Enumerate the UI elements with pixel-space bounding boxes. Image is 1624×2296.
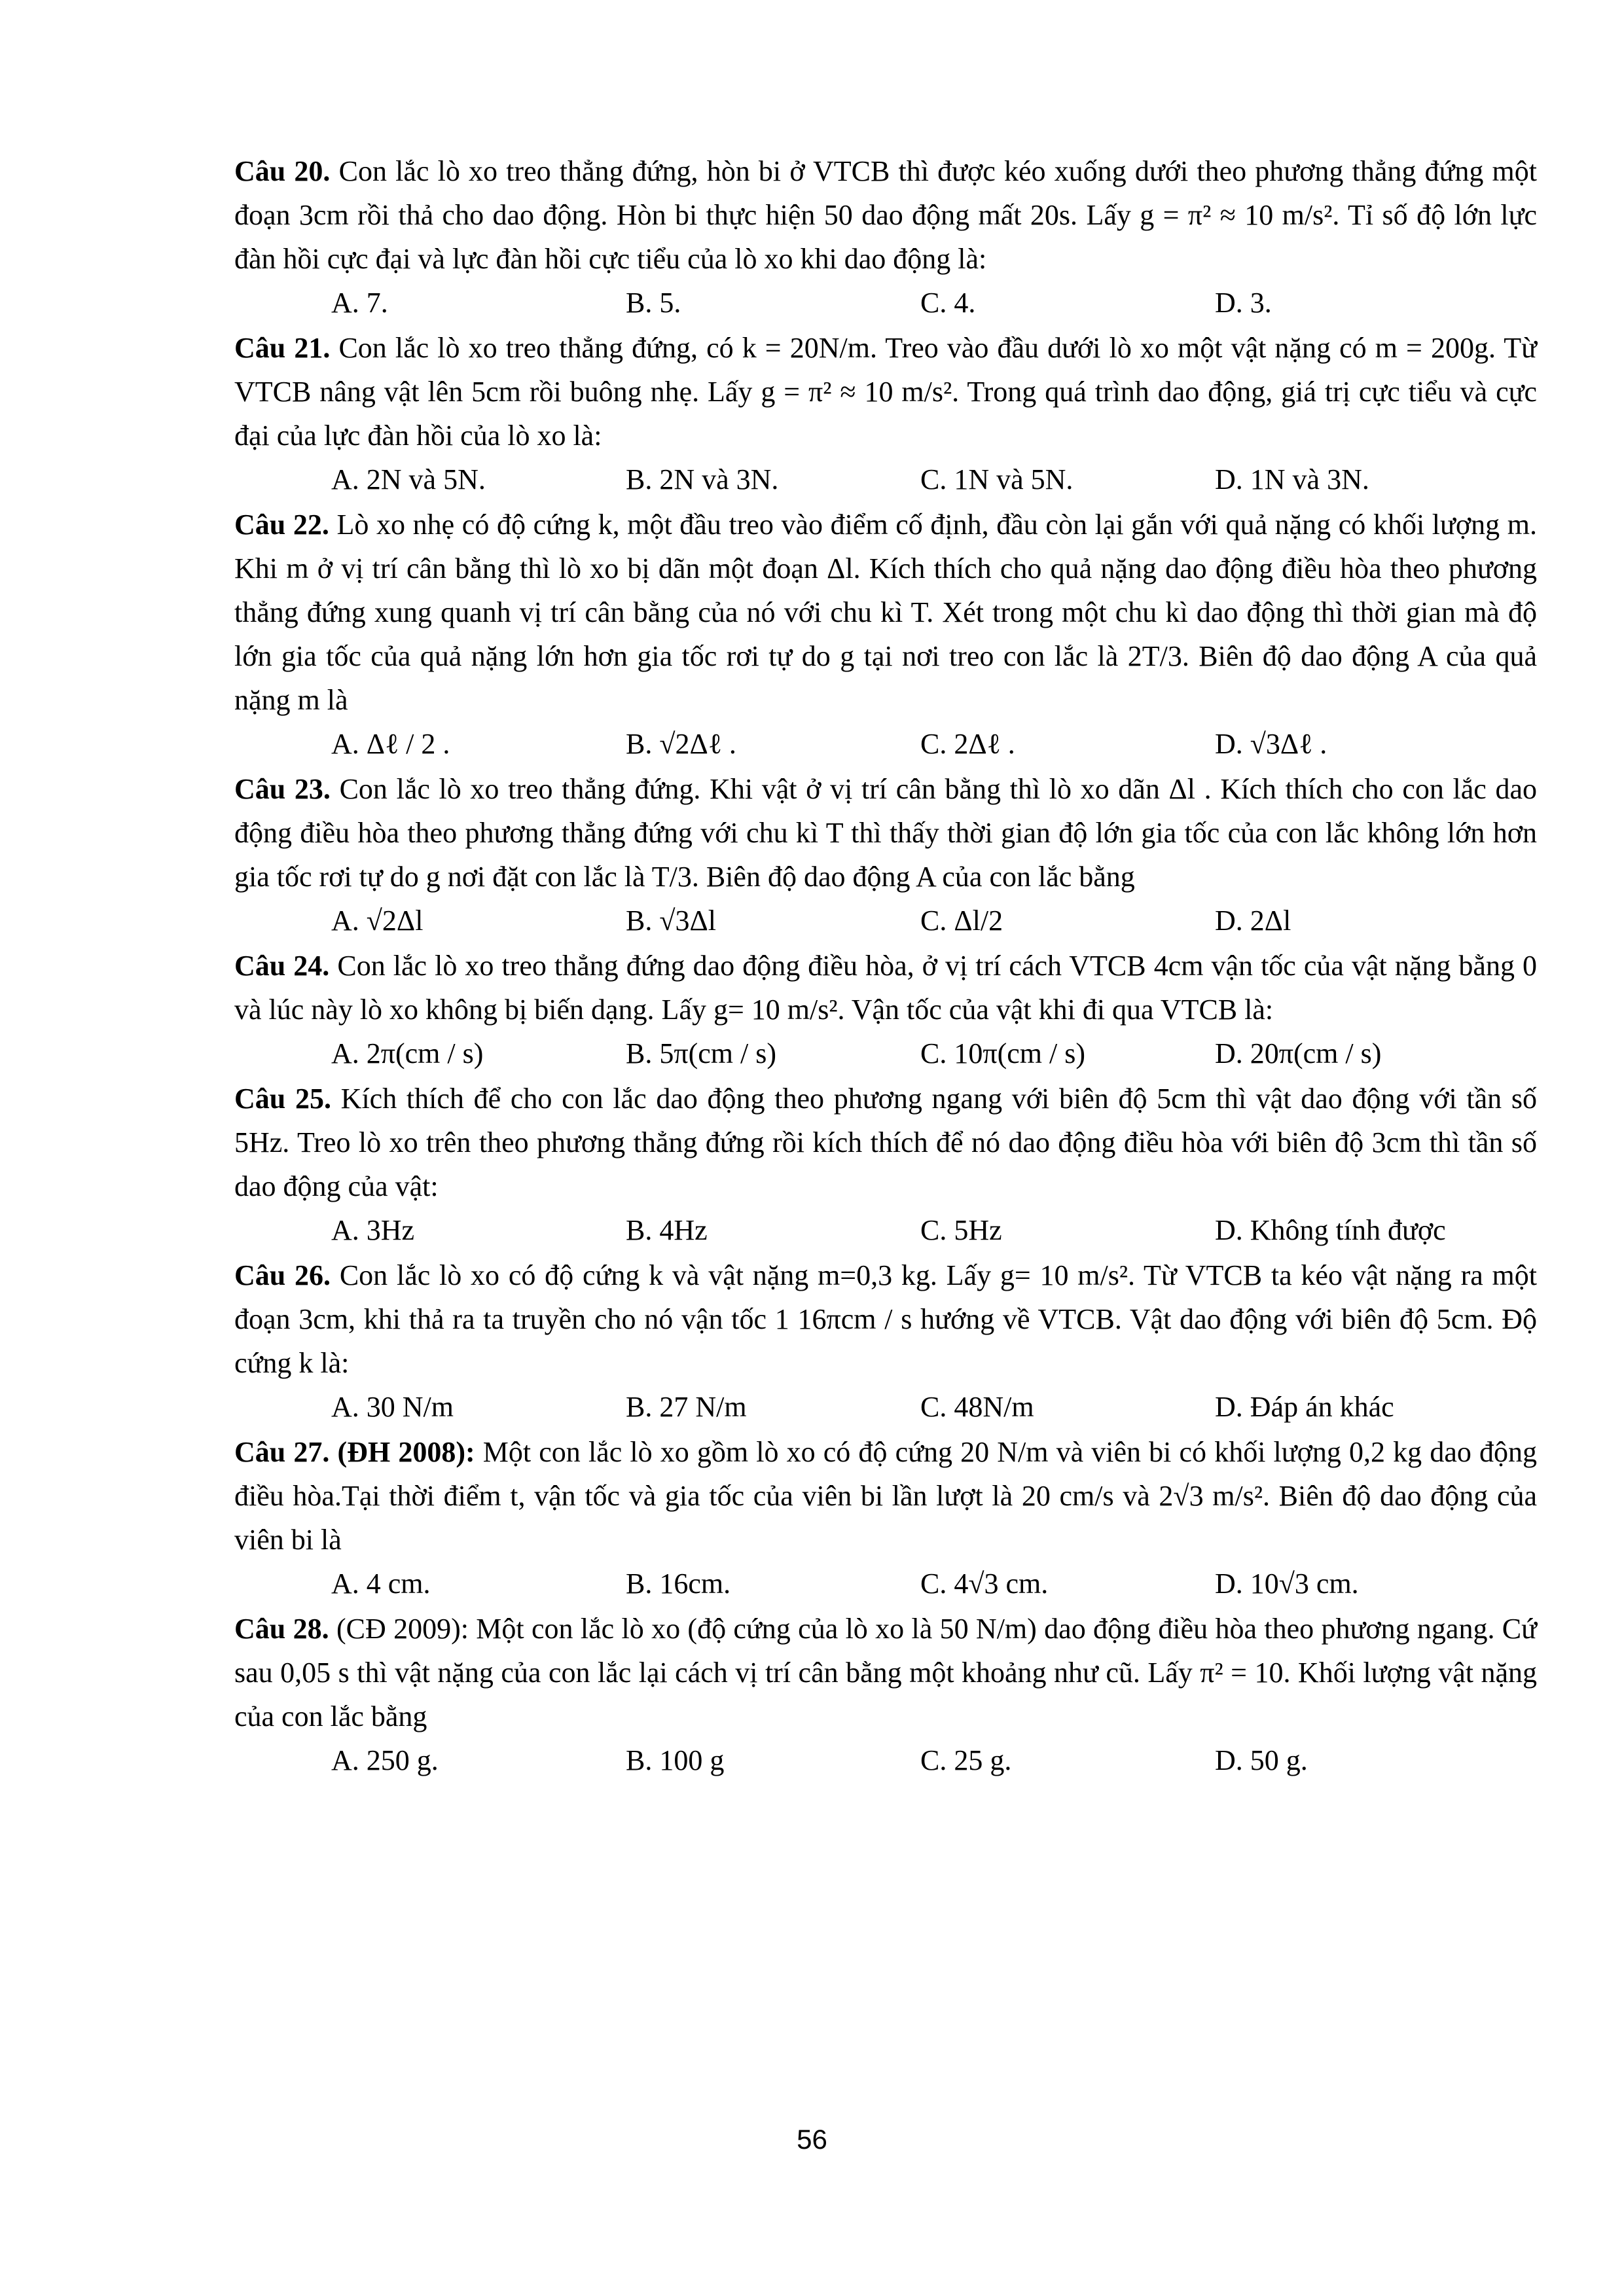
question-text: Kích thích để cho con lắc dao động theo phương ngang với biên độ 5cm thì vật dao động với tần số 5Hz. Treo lò xo trên theo phương thẳng đứng rồi kích thích để nó dao động điều hòa với biên độ 3cm thì tần số dao động của vật: bbox=[234, 1083, 1537, 1202]
question-26 bbox=[234, 1253, 1537, 1429]
option-a: A. 30 N/m bbox=[331, 1391, 454, 1423]
question-22 bbox=[234, 503, 1537, 766]
answer-options bbox=[234, 457, 1537, 501]
option-a: A. 2N và 5N. bbox=[331, 463, 486, 495]
option-d: D. Không tính được bbox=[1215, 1214, 1446, 1246]
option-d: D. 1N và 3N. bbox=[1215, 463, 1369, 495]
option-c: C. 4. bbox=[920, 287, 976, 319]
option-d: D. √3Δℓ . bbox=[1215, 728, 1327, 760]
question-23 bbox=[234, 767, 1537, 942]
question-text: Con lắc lò xo treo thẳng đứng dao động điều hòa, ở vị trí cách VTCB 4cm vận tốc của vật nặng bằng 0 và lúc này lò xo không bị biến dạng. Lấy g= 10 m/s². Vận tốc của vật khi đi qua VTCB là: bbox=[234, 950, 1537, 1026]
question-20 bbox=[234, 149, 1537, 325]
answer-options bbox=[234, 281, 1537, 325]
question-text: Con lắc lò xo treo thẳng đứng. Khi vật ở vị trí cân bằng thì lò xo dãn Δl . Kích thích cho con lắc dao động điều hòa theo phương thẳng đứng với chu kì T thì thấy thời gian độ lớn gia tốc của con lắc không lớn hơn gia tốc rơi tự do g nơi đặt con lắc là T/3. Biên độ dao động A của con lắc bằng bbox=[234, 773, 1538, 893]
option-c: C. 10π(cm / s) bbox=[920, 1037, 1085, 1069]
question-label: Câu 20. bbox=[234, 155, 331, 187]
question-stem bbox=[234, 503, 1537, 722]
page-number: 56 bbox=[797, 2124, 827, 2155]
option-b: B. 27 N/m bbox=[626, 1391, 747, 1423]
option-c: C. 25 g. bbox=[920, 1744, 1012, 1776]
option-d: D. 3. bbox=[1215, 287, 1272, 319]
question-text: Con lắc lò xo có độ cứng k và vật nặng m=0,3 kg. Lấy g= 10 m/s². Từ VTCB ta kéo vật nặng ra một đoạn 3cm, khi thả ra ta truyền cho nó vận tốc 1 16πcm / s hướng về VTCB. Vật dao động với biên độ 5cm. Độ cứng k là: bbox=[234, 1259, 1538, 1379]
question-label: Câu 22. bbox=[234, 509, 329, 541]
option-c: C. Δl/2 bbox=[920, 905, 1003, 937]
question-stem bbox=[234, 1607, 1537, 1738]
option-b: B. √3Δl bbox=[626, 905, 717, 937]
option-b: B. 5. bbox=[626, 287, 681, 319]
question-stem bbox=[234, 326, 1537, 457]
option-c: C. 2Δℓ . bbox=[920, 728, 1015, 760]
option-b: B. 2N và 3N. bbox=[626, 463, 779, 495]
question-label: Câu 28. bbox=[234, 1613, 329, 1645]
option-b: B. √2Δℓ . bbox=[626, 728, 736, 760]
question-label: Câu 23. bbox=[234, 773, 331, 805]
question-28 bbox=[234, 1607, 1537, 1782]
question-label: Câu 21. bbox=[234, 332, 331, 364]
question-stem bbox=[234, 1253, 1537, 1385]
question-text: (CĐ 2009): Một con lắc lò xo (độ cứng của lò xo là 50 N/m) dao động điều hòa theo phương ngang. Cứ sau 0,05 s thì vật nặng của con lắc lại cách vị trí cân bằng một khoảng như cũ. Lấy π² = 10. Khối lượng vật nặng của con lắc bằng bbox=[234, 1613, 1538, 1732]
question-text: Lò xo nhẹ có độ cứng k, một đầu treo vào điểm cố định, đầu còn lại gắn với quả nặng có khối lượng m. Khi m ở vị trí cân bằng thì lò xo bị dãn một đoạn Δl. Kích thích cho quả nặng dao động điều hòa theo phương thẳng đứng xung quanh vị trí cân bằng của nó với chu kì T. Xét trong một chu kì dao động thì thời gian mà độ lớn gia tốc của quả nặng lớn hơn gia tốc rơi tự do g tại nơi treo con lắc là 2T/3. Biên độ dao động A của quả nặng m là bbox=[234, 509, 1537, 716]
answer-options bbox=[234, 1031, 1537, 1075]
question-label: Câu 24. bbox=[234, 950, 330, 982]
option-d: D. 10√3 cm. bbox=[1215, 1568, 1359, 1600]
answer-options bbox=[234, 1385, 1537, 1429]
option-c: C. 4√3 cm. bbox=[920, 1568, 1049, 1600]
question-text: Con lắc lò xo treo thẳng đứng, có k = 20N/m. Treo vào đầu dưới lò xo một vật nặng có m = 200g. Từ VTCB nâng vật lên 5cm rồi buông nhẹ. Lấy g = π² ≈ 10 m/s². Trong quá trình dao động, giá trị cực tiểu và cực đại của lực đàn hồi của lò xo là: bbox=[234, 332, 1537, 452]
question-stem bbox=[234, 149, 1537, 281]
option-a: A. 7. bbox=[331, 287, 388, 319]
question-27 bbox=[234, 1430, 1537, 1605]
option-d: D. 50 g. bbox=[1215, 1744, 1308, 1776]
option-c: C. 5Hz bbox=[920, 1214, 1002, 1246]
answer-options bbox=[234, 1208, 1537, 1252]
option-b: B. 16cm. bbox=[626, 1568, 731, 1600]
option-a: A. 3Hz bbox=[331, 1214, 415, 1246]
option-a: A. Δℓ / 2 . bbox=[331, 728, 450, 760]
option-b: B. 4Hz bbox=[626, 1214, 708, 1246]
option-b: B. 5π(cm / s) bbox=[626, 1037, 776, 1069]
question-text: Con lắc lò xo treo thẳng đứng, hòn bi ở VTCB thì được kéo xuống dưới theo phương thẳng đứng một đoạn 3cm rồi thả cho dao động. Hòn bi thực hiện 50 dao động mất 20s. Lấy g = π² ≈ 10 m/s². Tỉ số độ lớn lực đàn hồi cực đại và lực đàn hồi cực tiểu của lò xo khi dao động là: bbox=[234, 155, 1538, 275]
answer-options bbox=[234, 899, 1537, 942]
option-d: D. Đáp án khác bbox=[1215, 1391, 1394, 1423]
question-stem bbox=[234, 767, 1537, 899]
answer-options bbox=[234, 1562, 1537, 1605]
question-25 bbox=[234, 1077, 1537, 1252]
option-a: A. 4 cm. bbox=[331, 1568, 431, 1600]
option-a: A. √2Δl bbox=[331, 905, 424, 937]
question-label: Câu 27. (ĐH 2008): bbox=[234, 1436, 475, 1468]
option-d: D. 20π(cm / s) bbox=[1215, 1037, 1382, 1069]
option-b: B. 100 g bbox=[626, 1744, 725, 1776]
option-a: A. 250 g. bbox=[331, 1744, 439, 1776]
option-a: A. 2π(cm / s) bbox=[331, 1037, 484, 1069]
question-21 bbox=[234, 326, 1537, 501]
question-stem bbox=[234, 944, 1537, 1031]
question-stem bbox=[234, 1430, 1537, 1562]
question-24 bbox=[234, 944, 1537, 1075]
answer-options bbox=[234, 1738, 1537, 1782]
question-stem bbox=[234, 1077, 1537, 1208]
question-label: Câu 25. bbox=[234, 1083, 331, 1115]
question-text: Một con lắc lò xo gồm lò xo có độ cứng 20 N/m và viên bi có khối lượng 0,2 kg dao động điều hòa.Tại thời điểm t, vận tốc và gia tốc của viên bi lần lượt là 20 cm/s và 2√3 m/s². Biên độ dao động của viên bi là bbox=[234, 1436, 1537, 1556]
option-c: C. 1N và 5N. bbox=[920, 463, 1074, 495]
answer-options bbox=[234, 722, 1537, 766]
option-c: C. 48N/m bbox=[920, 1391, 1034, 1423]
option-d: D. 2Δl bbox=[1215, 905, 1291, 937]
question-label: Câu 26. bbox=[234, 1259, 331, 1291]
question-list bbox=[234, 149, 1537, 1784]
